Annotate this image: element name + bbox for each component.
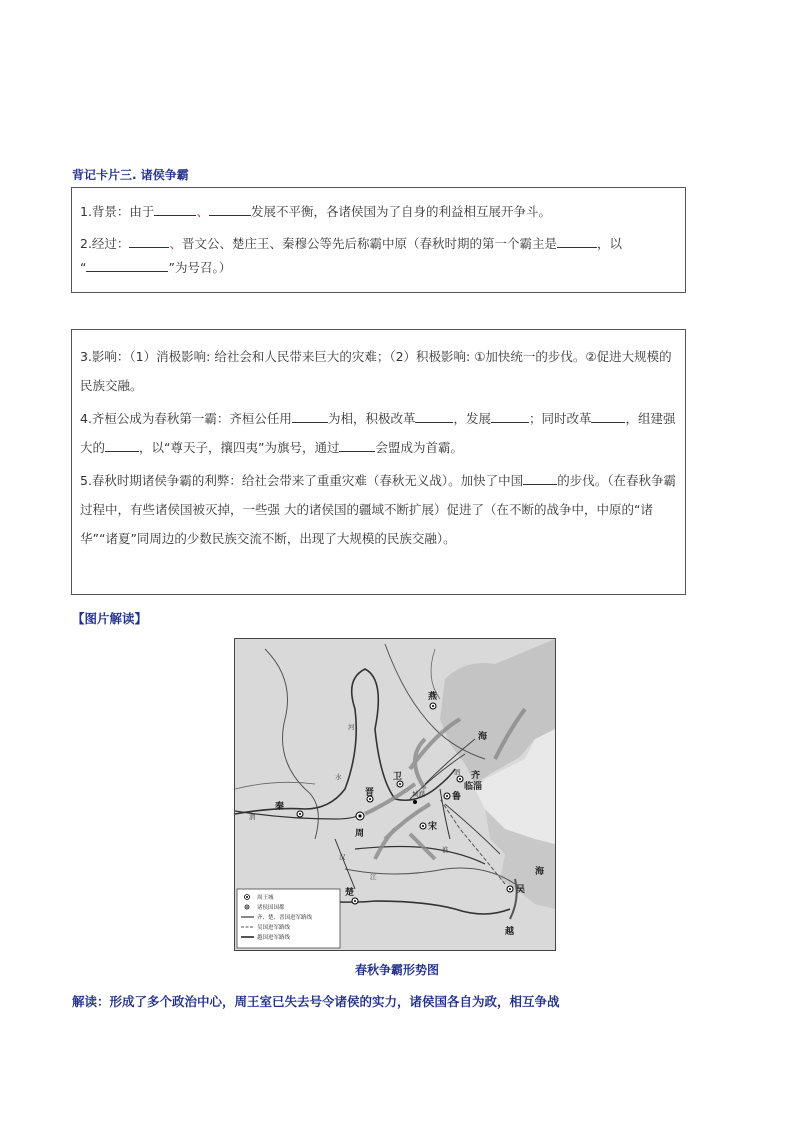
label-sea-north: 海: [478, 732, 488, 742]
analysis-text: 解读：形成了多个政治中心，周王室已失去号令诸侯的实力，诸侯国各自为政，相互争战: [72, 994, 560, 1009]
label-chu: 楚: [345, 888, 355, 898]
label-river-huai: 淮: [442, 846, 449, 854]
card-box-background: [71, 187, 686, 293]
background-text: 发展不平衡，各诸侯国为了自身的利益相互展开争斗。: [250, 204, 551, 219]
map-caption: 春秋争霸形势图: [354, 963, 439, 977]
label-river-wei: 渭: [249, 813, 256, 821]
label-song: 宋: [428, 822, 438, 832]
label-river-he: 河: [348, 723, 355, 731]
slogan-close: ”为号召。）: [168, 260, 232, 275]
spring-autumn-map: [234, 638, 556, 951]
label-wei: 卫: [393, 772, 403, 782]
legend-yue-route: 越国进军路线: [257, 935, 291, 941]
fill-blank[interactable]: [339, 437, 375, 452]
process-line: [80, 232, 677, 280]
text: 为相，积极改革: [327, 411, 416, 426]
label-yan: 燕: [428, 692, 438, 702]
label-river-jiang: 江: [370, 873, 377, 881]
label-lu: 鲁: [452, 792, 462, 802]
fill-blank[interactable]: [557, 233, 597, 248]
fill-blank[interactable]: [491, 408, 529, 423]
fill-blank[interactable]: [105, 437, 139, 452]
label-chengpu: 城濮: [412, 790, 425, 798]
fill-blank[interactable]: [154, 201, 196, 216]
legend-qi-chu-jin-route: 齐、楚、晋国进军路线: [257, 915, 313, 921]
label-river-shui: 水: [335, 773, 342, 781]
legend-wu-route: 吴国进军路线: [257, 925, 291, 931]
card-title: 背记卡片三. 诸侯争霸: [72, 168, 189, 182]
text: ，发展: [453, 411, 491, 426]
section-heading: 【图片解读】: [72, 611, 148, 626]
text: 的步伐。（在春秋争霸过程中，有些诸侯国被灭掉，一些强 大的诸侯国的疆域不断扩展）促进了（在不断的战争中，中原的“诸华”“诸夏”同周边的少数民族交流不断，出现了大规模的民族交融）。: [80, 473, 676, 546]
fill-blank[interactable]: [86, 257, 168, 272]
label-qin: 秦: [275, 802, 285, 812]
fill-blank[interactable]: [415, 408, 453, 423]
label-river-si: 泗: [454, 768, 461, 776]
text: 会盟成为首霸。: [375, 440, 463, 455]
legend-capital: 诸侯国国都: [257, 905, 285, 911]
label-yue: 越: [505, 927, 515, 937]
impact-paragraph: 3.影响：（1）消极影响: 给社会和人民带来巨大的灾难；（2）积极影响: ①加快统一的步伐。②促进大规模的民族交融。: [80, 349, 672, 393]
separator: 、: [169, 236, 182, 251]
label-zhou: 周: [355, 829, 365, 839]
text: ；同时改革: [528, 411, 592, 426]
background-line: [80, 200, 677, 224]
label-jin: 晋: [365, 788, 375, 798]
text: ，以“尊天子，攘四夷”为旗号，通过: [139, 440, 340, 455]
text: 4.齐桓公成为春秋第一霸：齐桓公任用: [80, 411, 292, 426]
text: ，组建强大的: [80, 411, 676, 455]
fill-blank[interactable]: [523, 470, 557, 485]
fill-blank[interactable]: [591, 408, 625, 423]
slogan-open: “: [80, 260, 87, 275]
map-legend: [237, 889, 340, 948]
card-box-impact: [71, 329, 686, 595]
pros-cons-paragraph: [80, 466, 677, 553]
process-label: 2.经过：: [80, 236, 130, 251]
separator: 、: [196, 204, 209, 219]
legend-royal-city: 周王城: [257, 895, 274, 901]
process-text-end: ，以: [596, 236, 622, 251]
process-text: 晋文公、楚庄王、秦穆公等先后称霸中原（春秋时期的第一个霸主是: [181, 236, 557, 251]
label-sea-east: 海: [535, 867, 545, 877]
text: 5.春秋时期诸侯争霸的利弊：给社会带来了重重灾难（春秋无义战）。加快了中国: [80, 473, 524, 488]
fill-blank[interactable]: [129, 233, 169, 248]
fill-blank[interactable]: [209, 201, 251, 216]
label-qi: 齐: [471, 771, 481, 781]
fill-blank[interactable]: [292, 408, 328, 423]
label-wu: 吴: [516, 885, 526, 895]
label-linzi: 临淄: [464, 782, 483, 792]
qi-huan-gong-paragraph: [80, 404, 677, 462]
label-river-han: 汉: [339, 853, 346, 861]
background-label: 1.背景：由于: [80, 204, 155, 219]
